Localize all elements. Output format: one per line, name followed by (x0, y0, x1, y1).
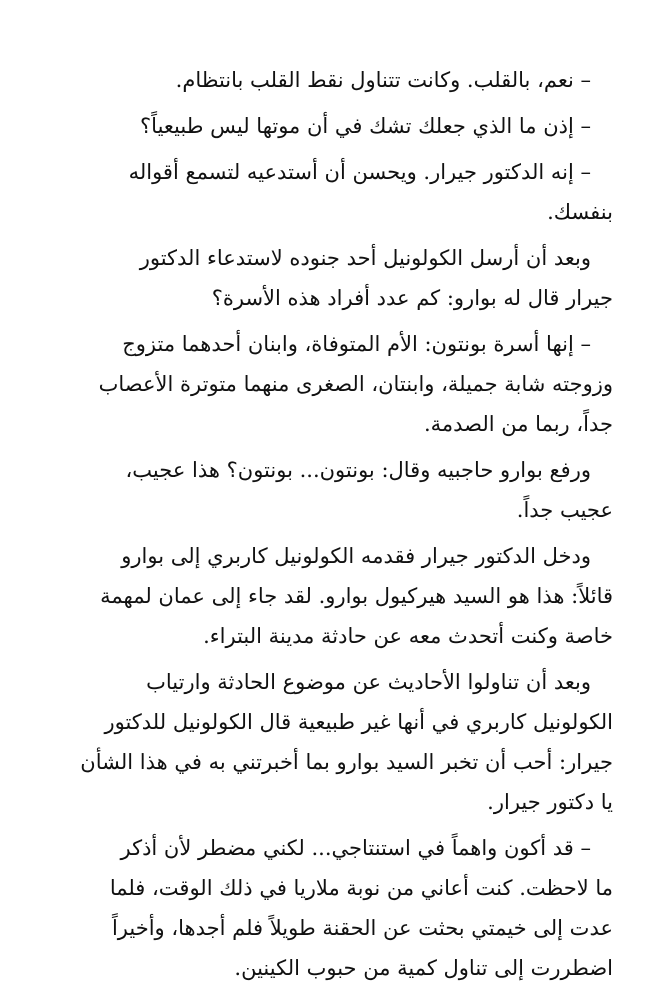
text-line: وزوجته شابة جميلة، وابنتان، الصغرى منهما متوترة الأعصاب (98, 372, 613, 396)
text-line: الكولونيل كاربري في أنها غير طبيعية قال الكولونيل للدكتور (104, 710, 613, 734)
text-line: قائلاً: هذا هو السيد هيركيول بوارو. لقد جاء إلى عمان لمهمة (100, 584, 613, 608)
paragraph (76, 152, 613, 232)
paragraph (76, 828, 613, 988)
text-line: – إنها أسرة بونتون: الأم المتوفاة، وابنان أحدهما متزوج (122, 332, 591, 356)
text-line: عدت إلى خيمتي بحثت عن الحقنة طويلاً فلم أجدها، وأخيراً (111, 916, 613, 940)
text-line: وبعد أن أرسل الكولونيل أحد جنوده لاستدعاء الدكتور (139, 246, 591, 270)
text-line: خاصة وكنت أتحدث معه عن حادثة مدينة البتراء. (203, 624, 613, 648)
text-line: ودخل الدكتور جيرار فقدمه الكولونيل كاربري إلى بوارو (121, 544, 591, 568)
text-line: – إذن ما الذي جعلك تشك في أن موتها ليس طبيعياً؟ (140, 114, 591, 138)
paragraph (76, 238, 613, 318)
text-line: اضطررت إلى تناول كمية من حبوب الكينين. (234, 956, 613, 980)
text-line: جيرار قال له بوارو: كم عدد أفراد هذه الأسرة؟ (211, 286, 613, 310)
text-line: وبعد أن تناولوا الأحاديث عن موضوع الحادثة وارتياب (146, 670, 591, 694)
paragraph (76, 662, 613, 822)
text-line: – إنه الدكتور جيرار. ويحسن أن أستدعيه لتسمع أقواله (128, 160, 591, 184)
text-line: ورفع بوارو حاجبيه وقال: بونتون... بونتون؟ هذا عجيب، (125, 458, 591, 482)
book-page (76, 60, 613, 1000)
text-line: بنفسك. (547, 200, 613, 224)
text-line: يا دكتور جيرار. (487, 790, 613, 814)
paragraph (76, 324, 613, 444)
text-line: جيرار: أحب أن تخبر السيد بوارو بما أخبرتني به في هذا الشأن (80, 750, 613, 774)
text-line: – قد أكون واهماً في استنتاجي... لكني مضطر لأن أذكر (120, 836, 591, 860)
text-line: ما لاحظت. كنت أعاني من نوبة ملاريا في ذلك الوقت، فلما (109, 876, 613, 900)
paragraph (76, 60, 613, 100)
paragraph (76, 536, 613, 656)
text-line: جداً، ربما من الصدمة. (423, 412, 613, 436)
paragraph (76, 106, 613, 146)
text-line: عجيب جداً. (516, 498, 613, 522)
paragraph (76, 450, 613, 530)
text-line: – نعم، بالقلب. وكانت تتناول نقط القلب بانتظام. (175, 68, 591, 92)
